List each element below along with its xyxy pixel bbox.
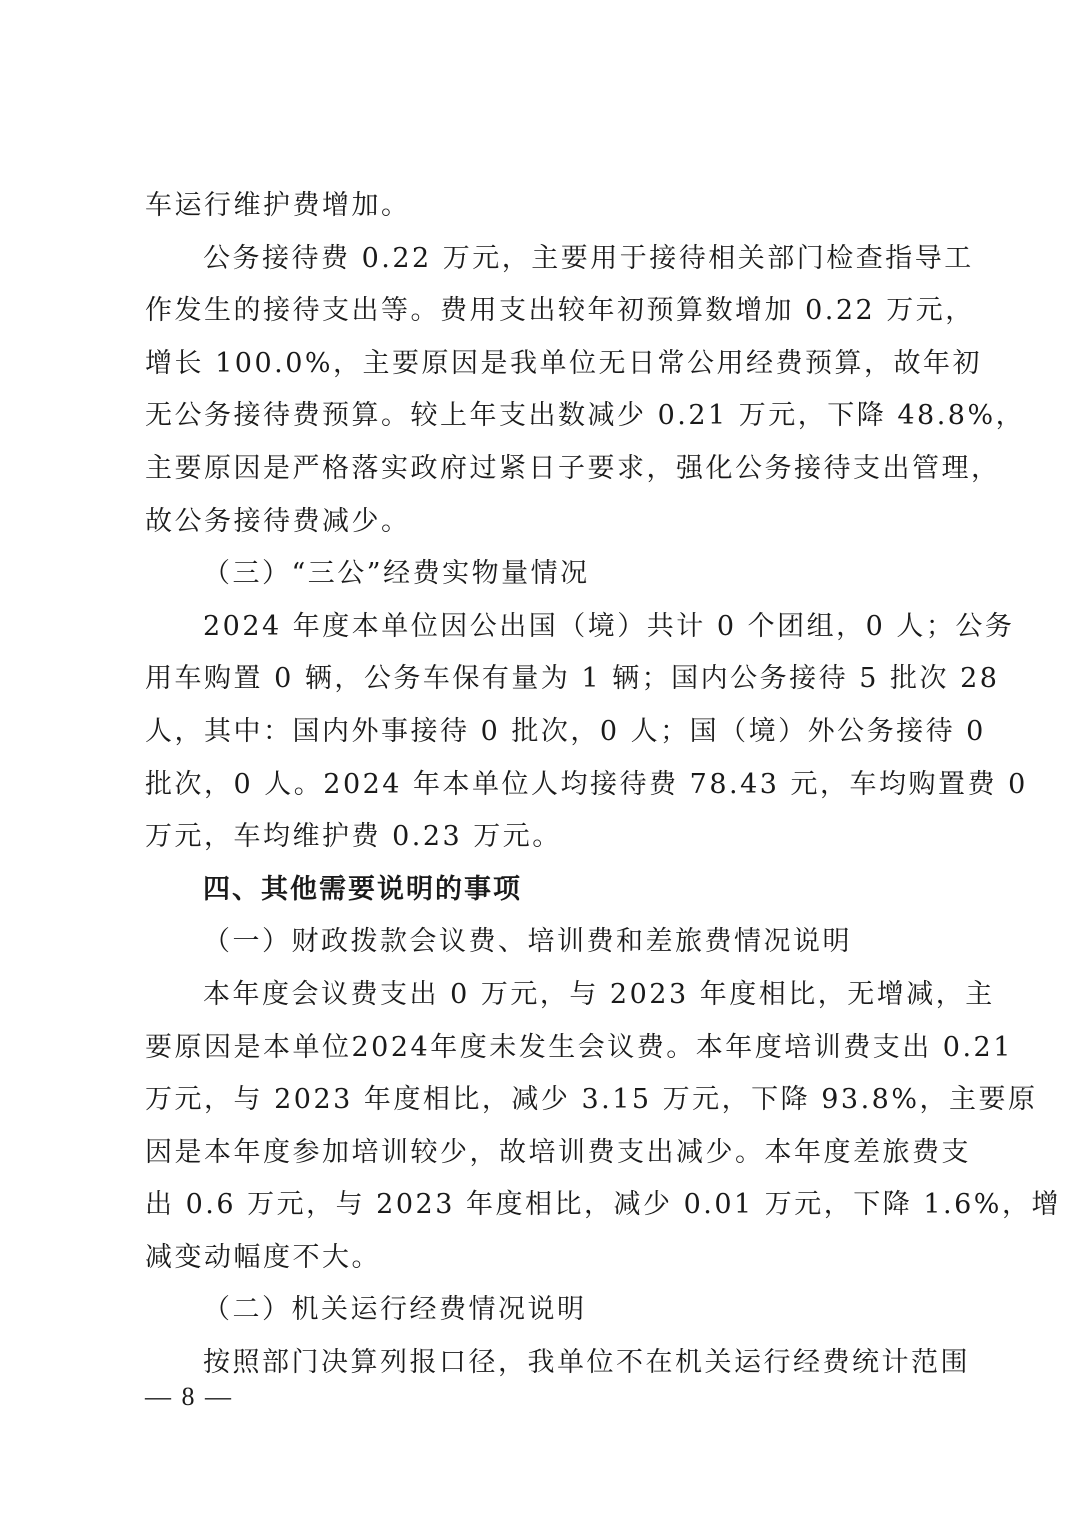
paragraph-line: 公务接待费 0.22 万元，主要用于接待相关部门检查指导工: [203, 242, 974, 274]
paragraph-line: 按照部门决算列报口径，我单位不在机关运行经费统计范围: [203, 1347, 970, 1379]
paragraph-line: 用车购置 0 辆，公务车保有量为 1 辆；国内公务接待 5 批次 28: [145, 663, 1000, 695]
page-number: — 8 —: [145, 1382, 233, 1411]
paragraph-line: 减变动幅度不大。: [145, 1241, 381, 1273]
paragraph-line: 万元，与 2023 年度相比，减少 3.15 万元，下降 93.8%，主要原: [145, 1084, 1038, 1116]
paragraph-line: 要原因是本单位2024年度未发生会议费。本年度培训费支出 0.21: [145, 1031, 1013, 1063]
subsection-heading: （一）财政拨款会议费、培训费和差旅费情况说明: [203, 926, 852, 958]
paragraph-line: 故公务接待费减少。: [145, 505, 411, 537]
paragraph-line: 作发生的接待支出等。费用支出较年初预算数增加 0.22 万元，: [145, 295, 975, 327]
paragraph-line: 批次，0 人。2024 年本单位人均接待费 78.43 元，车均购置费 0: [145, 768, 1028, 800]
paragraph-line: 万元，车均维护费 0.23 万元。: [145, 821, 562, 853]
paragraph-line: 因是本年度参加培训较少，故培训费支出减少。本年度差旅费支: [145, 1136, 971, 1168]
paragraph-line: 人，其中：国内外事接待 0 批次，0 人；国（境）外公务接待 0: [145, 715, 986, 747]
paragraph-line: 主要原因是严格落实政府过紧日子要求，强化公务接待支出管理，: [145, 452, 1001, 484]
paragraph-line: 车运行维护费增加。: [145, 190, 411, 221]
paragraph-line: 出 0.6 万元，与 2023 年度相比，减少 0.01 万元，下降 1.6%，增: [145, 1189, 1061, 1221]
paragraph-line: 增长 100.0%，主要原因是我单位无日常公用经费预算，故年初: [145, 347, 983, 379]
paragraph-line: 2024 年度本单位因公出国（境）共计 0 个团组，0 人；公务: [203, 610, 1015, 642]
section-heading: 四、其他需要说明的事项: [203, 873, 522, 905]
document-body: [145, 180, 1061, 1390]
subsection-heading: （三）“三公”经费实物量情况: [203, 558, 590, 590]
subsection-heading: （二）机关运行经费情况说明: [203, 1294, 587, 1326]
paragraph-line: 本年度会议费支出 0 万元，与 2023 年度相比，无增减，主: [203, 978, 995, 1010]
paragraph-line: 无公务接待费预算。较上年支出数减少 0.21 万元，下降 48.8%，: [145, 400, 1026, 432]
